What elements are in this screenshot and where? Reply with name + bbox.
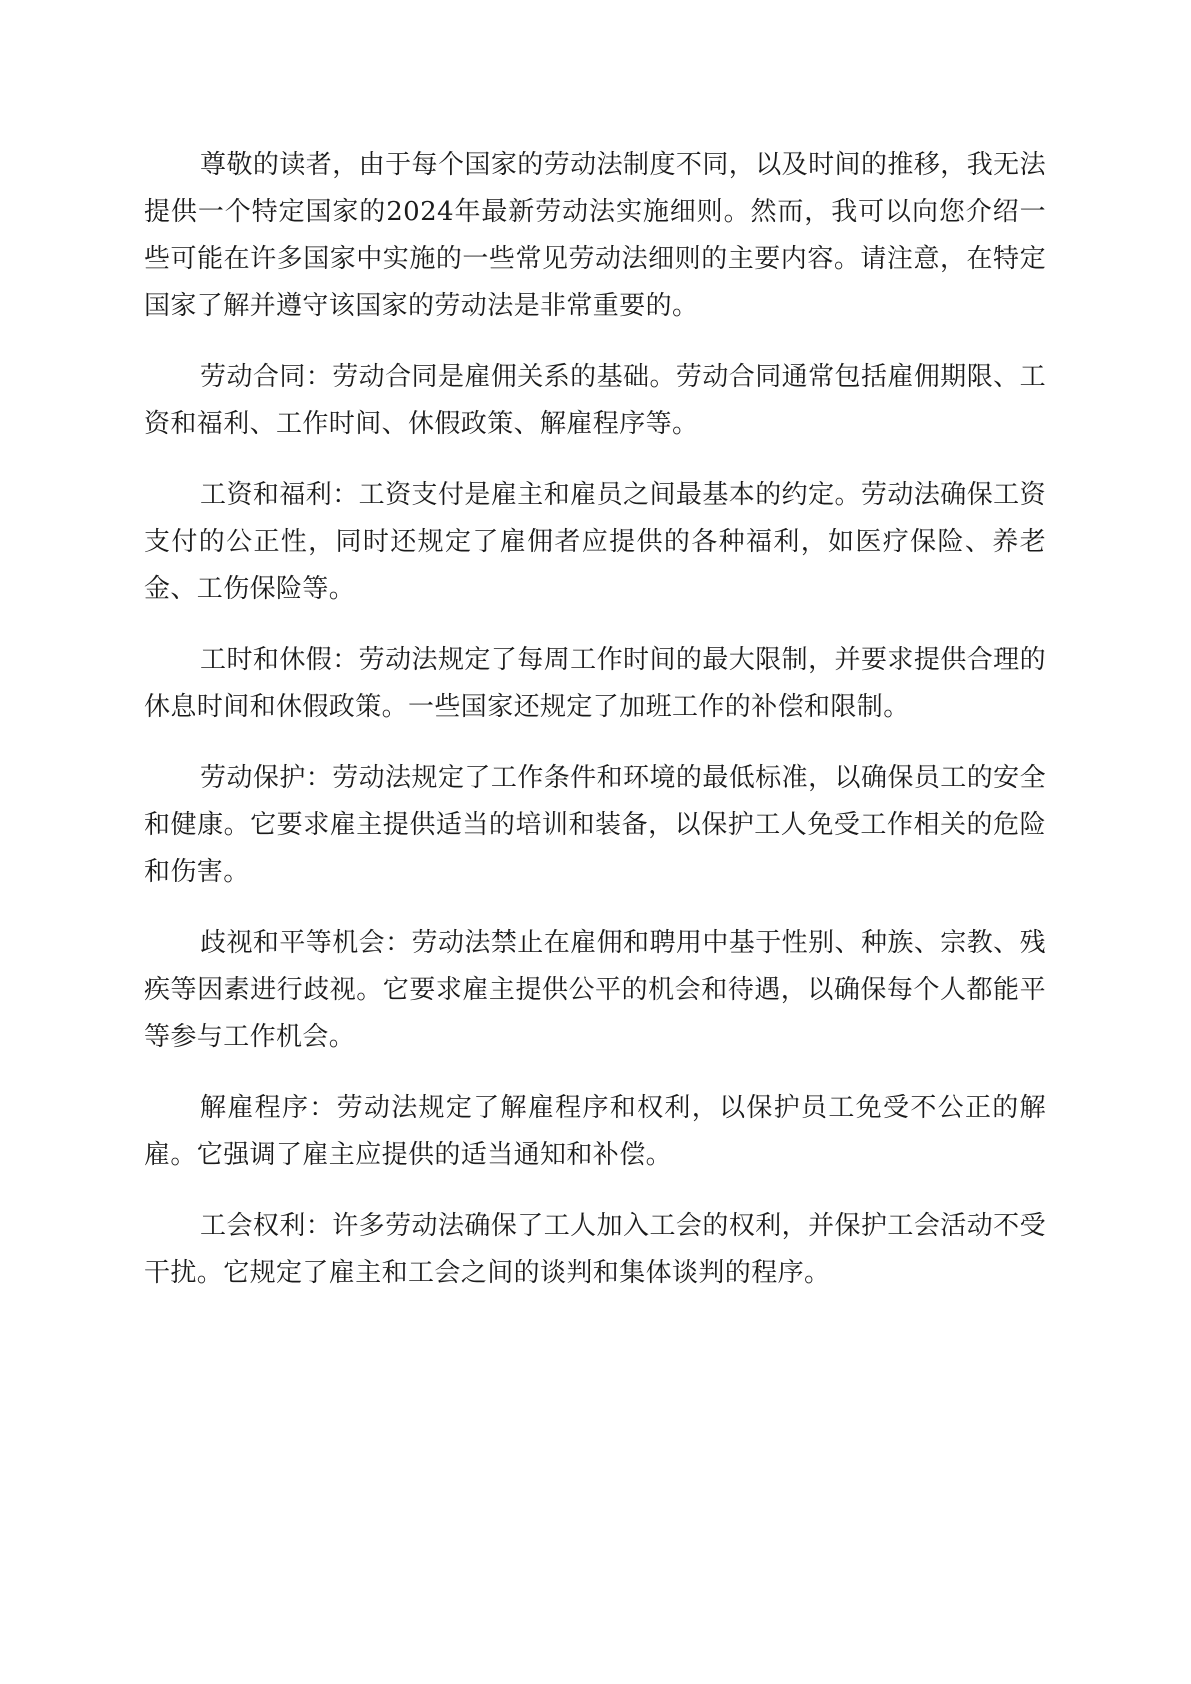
union-rights-paragraph: 工会权利：许多劳动法确保了工人加入工会的权利，并保护工会活动不受干扰。它规定了雇主和工会之间的谈判和集体谈判的程序。: [144, 1211, 1046, 1288]
labor-protection-paragraph: 劳动保护：劳动法规定了工作条件和环境的最低标准，以确保员工的安全和健康。它要求雇主提供适当的培训和装备，以保护工人免受工作相关的危险和伤害。: [144, 763, 1046, 887]
document-body: [144, 142, 1046, 1321]
dismissal-paragraph: 解雇程序：劳动法规定了解雇程序和权利，以保护员工免受不公正的解雇。它强调了雇主应提供的适当通知和补偿。: [144, 1093, 1046, 1170]
wages-benefits-paragraph: 工资和福利：工资支付是雇主和雇员之间最基本的约定。劳动法确保工资支付的公正性，同时还规定了雇佣者应提供的各种福利，如医疗保险、养老金、工伤保险等。: [144, 480, 1046, 604]
intro-paragraph: 尊敬的读者，由于每个国家的劳动法制度不同，以及时间的推移，我无法提供一个特定国家的2024年最新劳动法实施细则。然而，我可以向您介绍一些可能在许多国家中实施的一些常见劳动法细则的主要内容。请注意，在特定国家了解并遵守该国家的劳动法是非常重要的。: [144, 150, 1046, 321]
discrimination-paragraph: 歧视和平等机会：劳动法禁止在雇佣和聘用中基于性别、种族、宗教、残疾等因素进行歧视。它要求雇主提供公平的机会和待遇，以确保每个人都能平等参与工作机会。: [144, 928, 1046, 1052]
labor-contract-paragraph: 劳动合同：劳动合同是雇佣关系的基础。劳动合同通常包括雇佣期限、工资和福利、工作时间、休假政策、解雇程序等。: [144, 362, 1046, 439]
hours-leave-paragraph: 工时和休假：劳动法规定了每周工作时间的最大限制，并要求提供合理的休息时间和休假政策。一些国家还规定了加班工作的补偿和限制。: [144, 645, 1046, 722]
